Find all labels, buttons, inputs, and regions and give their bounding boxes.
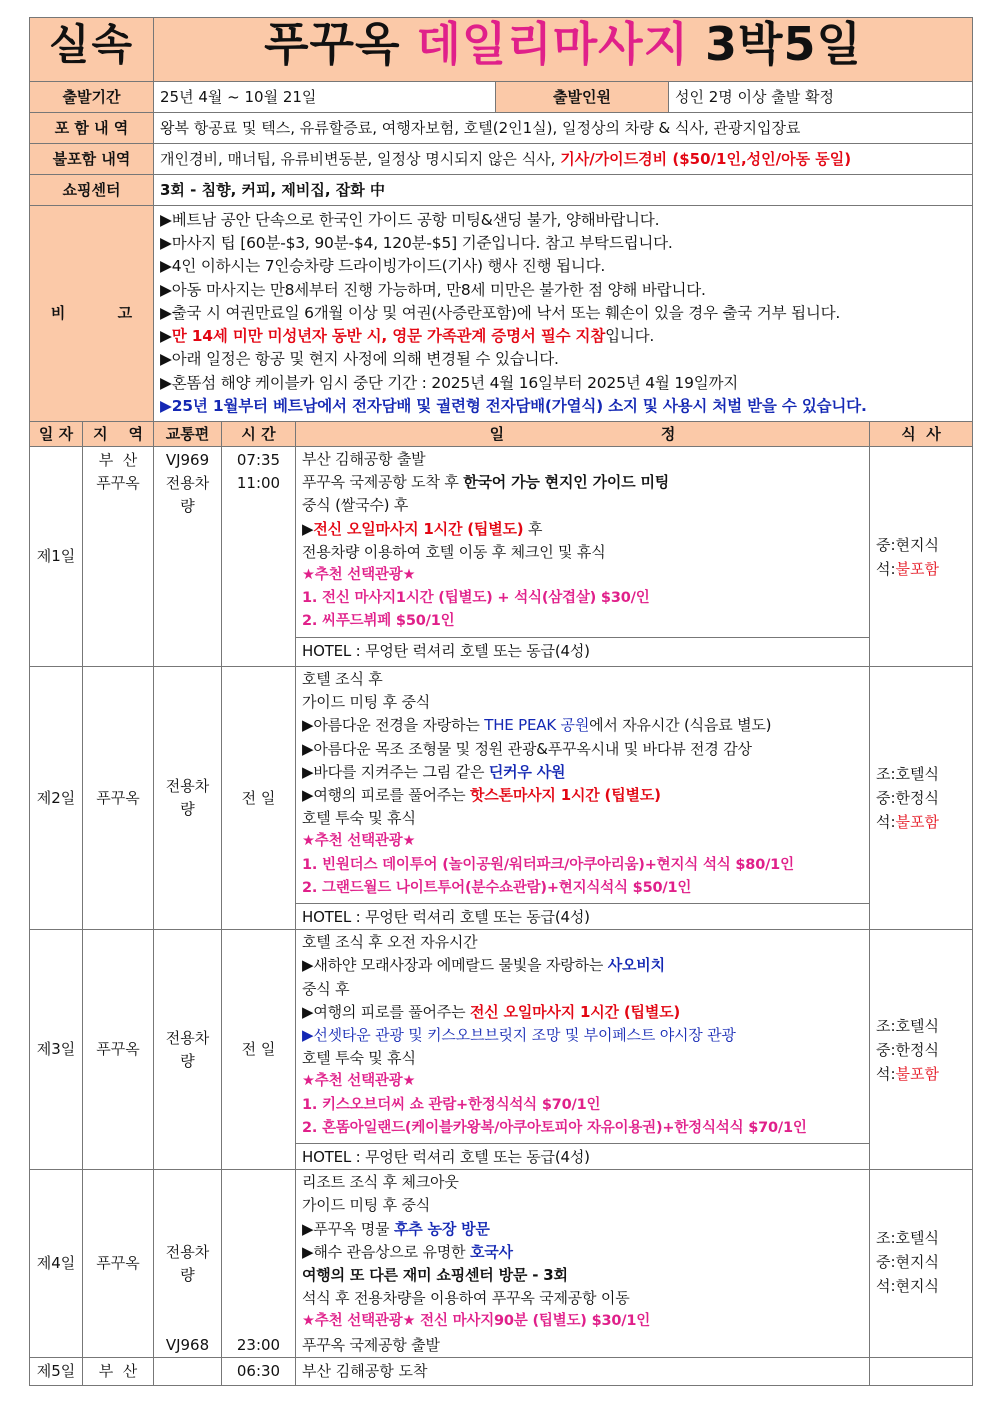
note-6: ▶아래 일정은 항공 및 현지 사정에 의해 변경될 수 있습니다.: [160, 350, 559, 369]
day4-transport: 전용차량 VJ968: [154, 1170, 222, 1358]
day3-area: 푸꾸옥: [83, 930, 154, 1170]
departure-value: 25년 4월 ~ 10월 21일: [154, 82, 496, 113]
day5-row: [30, 1357, 973, 1385]
title-part3: 3박5일: [705, 16, 862, 71]
day5-time: 06:30: [222, 1357, 296, 1385]
day2-label: 제2일: [30, 667, 83, 930]
col-area: 지 역: [83, 422, 154, 447]
include-value: 왕복 항공료 및 텍스, 유류할증료, 여행자보험, 호텔(2인1실), 일정상의 차량 & 식사, 관광지입장료: [154, 113, 973, 144]
day1-transport: VJ969 전용차량: [154, 447, 222, 667]
day3-time: 전 일: [222, 930, 296, 1170]
note-7: ▶혼똠섬 해양 케이블카 임시 중단 기간 : 2025년 4월 16일부터 2025년 4월 19일까지: [160, 373, 739, 392]
day5-area: 부 산: [83, 1357, 154, 1385]
day2-meal: 조:호텔식 중:한정식 석:불포함: [870, 667, 973, 930]
notes-label: 비 고: [30, 206, 154, 422]
day2-area: 푸꾸옥: [83, 667, 154, 930]
day2-hotel: HOTEL : 무엉탄 럭셔리 호텔 또는 동급(4성): [296, 903, 869, 929]
day1-hotel: HOTEL : 무엉탄 럭셔리 호텔 또는 동급(4성): [296, 637, 869, 663]
day1-meal: 중:현지식 석:불포함: [870, 447, 973, 667]
day2-schedule: 호텔 조식 후 가이드 미팅 후 중식 ▶아름다운 전경을 자랑하는 THE PEAK 공원에서 자유시간 (식음료 별도) ▶아름다운 목조 조형물 및 정원 관광&푸꾸옥시내 및 바다뷰 전경 감상 ▶바다를 지켜주는 그림 같은 딘커우 사원 ▶여행의 피로를 풀어주는 핫스톤마사지 1시간 (팁별도) 호텔 투숙 및 휴식 ★추천 선택관광★ 1. 빈원더스 데이투어 (놀이공원/워터파크/아쿠아리움)+현지식 석식 $80/1인 2. 그랜드월드 나이트투어(분수쇼관람)+현지식석식 $50/1인 HOTEL : 무엉탄 럭셔리 호텔 또는 동급(4성): [296, 667, 870, 930]
day4-row: [30, 1170, 973, 1358]
itinerary-document: [29, 17, 972, 1386]
day2-row: [30, 667, 973, 930]
title-part2: 데일리마사지: [416, 16, 690, 71]
day3-hotel: HOTEL : 무엉탄 럭셔리 호텔 또는 동급(4성): [296, 1143, 869, 1169]
day3-label: 제3일: [30, 930, 83, 1170]
title-left: 실속: [48, 20, 135, 69]
shop-value: 3회 - 침향, 커피, 제비집, 잡화 中: [154, 175, 973, 206]
day1-schedule: 부산 김해공항 출발 푸꾸옥 국제공항 도착 후 한국어 가능 현지인 가이드 미팅 중식 (쌀국수) 후 ▶전신 오일마사지 1시간 (팁별도) 후 전용차량 이용하여 호텔 이동 후 체크인 및 휴식 ★추천 선택관광★ 1. 전신 마사지1시간 (팁별도) + 석식(삼겹살) $30/인 2. 씨푸드뷔페 $50/1인 HOTEL : 무엉탄 럭셔리 호텔 또는 동급(4성): [296, 447, 870, 667]
col-meal: 식 사: [870, 422, 973, 447]
exclude-value: 개인경비, 매너팁, 유류비변동분, 일정상 명시되지 않은 식사,: [160, 149, 556, 168]
itinerary-table: [29, 17, 973, 1386]
col-schedule: 일 정: [296, 422, 870, 447]
note-1: ▶베트남 공안 단속으로 한국인 가이드 공항 미팅&샌딩 불가, 양해바랍니다.: [160, 210, 660, 229]
notes-cell: [154, 206, 973, 422]
exclude-cell: [154, 144, 973, 175]
people-label: 출발인원: [496, 82, 669, 113]
day4-time: 23:00: [222, 1170, 296, 1358]
day1-row: [30, 447, 973, 667]
note-red-text: 만 14세 미만 미성년자 동반 시, 영문 가족관계 증명서 필수 지참: [171, 327, 606, 346]
shop-label: 쇼핑센터: [30, 175, 154, 206]
day3-meal: 조:호텔식 중:한정식 석:불포함: [870, 930, 973, 1170]
note-5: ▶출국 시 여권만료일 6개월 이상 및 여권(사증란포함)에 낙서 또는 훼손이 있을 경우 출국 거부 됩니다.: [160, 303, 841, 322]
day4-meal: 조:호텔식 중:현지식 석:현지식: [870, 1170, 973, 1358]
day5-label: 제5일: [30, 1357, 83, 1385]
day5-schedule: 부산 김해공항 도착: [296, 1357, 870, 1385]
people-value: 성인 2명 이상 출발 확정: [669, 82, 973, 113]
day3-schedule: 호텔 조식 후 오전 자유시간 ▶새하얀 모래사장과 에메랄드 물빛을 자랑하는 사오비치 중식 후 ▶여행의 피로를 풀어주는 전신 오일마사지 1시간 (팁별도) ▶선셋타운 관광 및 키스오브브릿지 조망 및 부이페스트 야시장 관광 호텔 투숙 및 휴식 ★추천 선택관광★ 1. 키스오브더씨 쇼 관람+한정식석식 $70/1인 2. 혼똠아일랜드(케이블카왕복/아쿠아토피아 자유이용권)+한정식석식 $70/1인 HOTEL : 무엉탄 럭셔리 호텔 또는 동급(4성): [296, 930, 870, 1170]
page-title: [154, 18, 973, 82]
exclude-label: 불포함 내역: [30, 144, 154, 175]
include-label: 포 함 내 역: [30, 113, 154, 144]
note-8: ▶25년 1월부터 베트남에서 전자담배 및 궐련형 전자담배(가열식) 소지 및 사용시 처벌 받을 수 있습니다.: [160, 397, 867, 416]
note-3: ▶4인 이하시는 7인승차량 드라이빙가이드(기사) 행사 진행 됩니다.: [160, 257, 606, 276]
day2-time: 전 일: [222, 667, 296, 930]
day4-schedule: 리조트 조식 후 체크아웃 가이드 미팅 후 중식 ▶푸꾸옥 명물 후추 농장 방문 ▶해수 관음상으로 유명한 호국사 여행의 또 다른 재미 쇼핑센터 방문 - 3회 석식 후 전용차량을 이용하여 푸꾸옥 국제공항 이동 ★추천 선택관광★ 전신 마사지90분 (팁별도) $30/1인 푸꾸옥 국제공항 출발: [296, 1170, 870, 1358]
day4-label: 제4일: [30, 1170, 83, 1358]
day5-transport: [154, 1357, 222, 1385]
day5-meal: [870, 1357, 973, 1385]
day3-transport: 전용차량: [154, 930, 222, 1170]
note-2: ▶마사지 팁 [60분-$3, 90분-$4, 120분-$5] 기준입니다. 참고 부탁드립니다.: [160, 233, 673, 252]
note-4: ▶아동 마사지는 만8세부터 진행 가능하며, 만8세 미만은 불가한 점 양해 바랍니다.: [160, 280, 706, 299]
day2-transport: 전용차량: [154, 667, 222, 930]
col-day: 일 자: [30, 422, 83, 447]
day3-row: [30, 930, 973, 1170]
departure-label: 출발기간: [30, 82, 154, 113]
note-red: ▶만 14세 미만 미성년자 동반 시, 영문 가족관계 증명서 필수 지참입니다.: [160, 327, 655, 346]
title-left-cell: [30, 18, 154, 82]
col-time: 시 간: [222, 422, 296, 447]
day1-time: 07:35 11:00: [222, 447, 296, 667]
day1-area: 부 산 푸꾸옥: [83, 447, 154, 667]
day4-area: 푸꾸옥: [83, 1170, 154, 1358]
exclude-guide-fee: 기사/가이드경비 ($50/1인,성인/아동 동일): [560, 149, 852, 168]
col-transport: 교통편: [154, 422, 222, 447]
day1-label: 제1일: [30, 447, 83, 667]
title-part1: 푸꾸옥: [264, 16, 401, 71]
